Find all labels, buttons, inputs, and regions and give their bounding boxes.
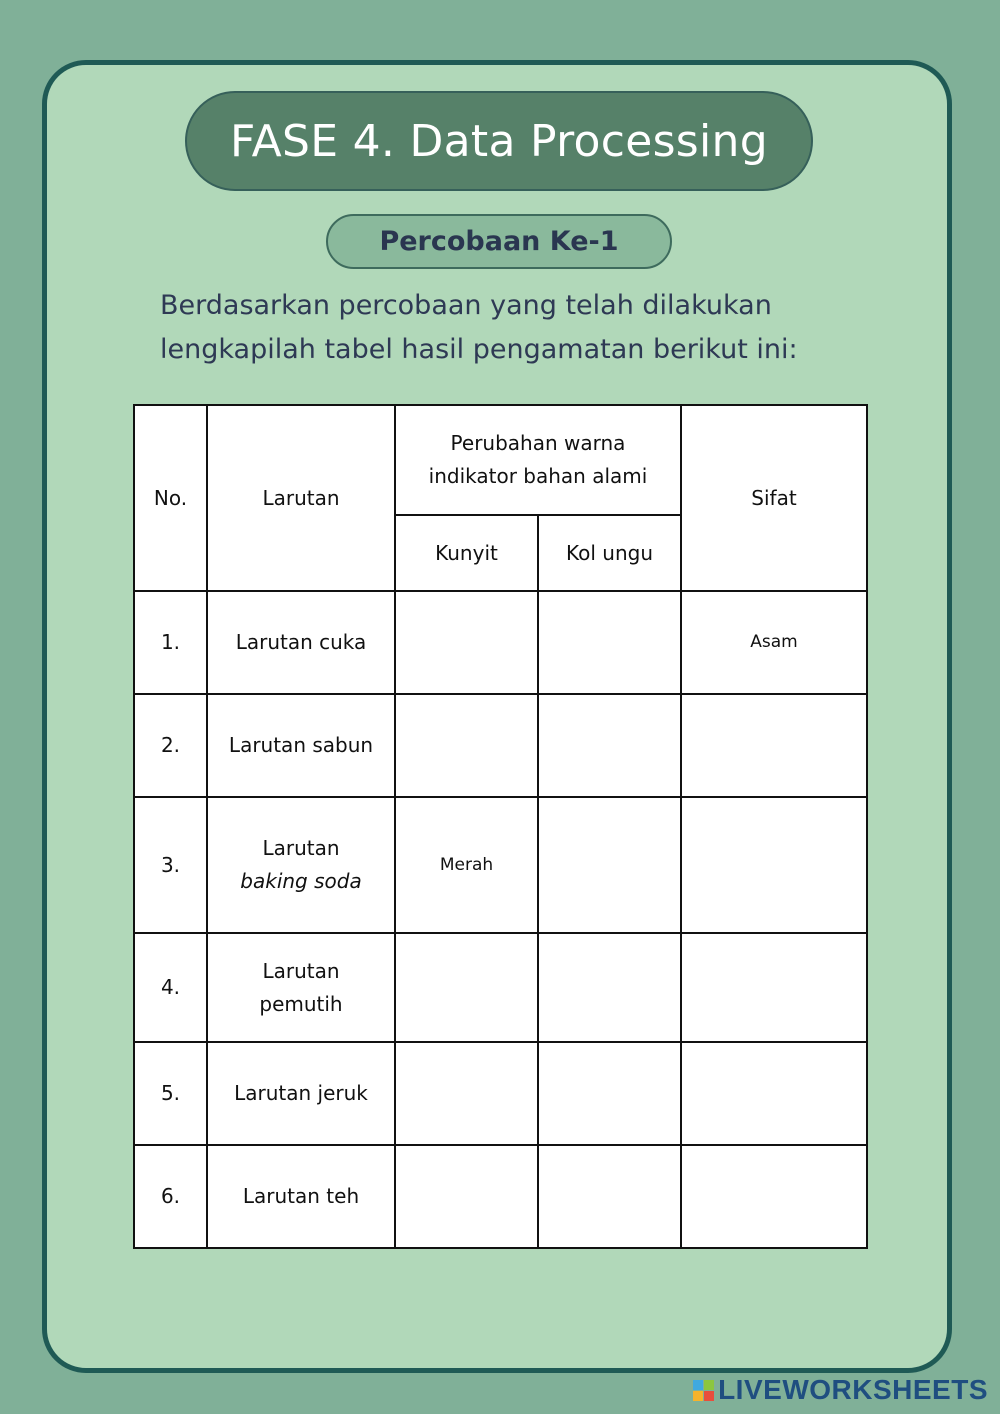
- header-sifat: Sifat: [681, 405, 867, 591]
- watermark-text: LIVEWORKSHEETS: [718, 1374, 988, 1405]
- experiment-label: Percobaan Ke-1: [326, 214, 672, 269]
- answer-sifat-cell[interactable]: [681, 933, 867, 1042]
- liveworksheets-watermark: [693, 1374, 988, 1406]
- table-row: [134, 694, 867, 797]
- answer-kunyit-cell[interactable]: Merah: [395, 797, 538, 933]
- answer-kunyit-cell[interactable]: [395, 1145, 538, 1248]
- answer-kunyit-cell[interactable]: [395, 694, 538, 797]
- table-row: [134, 1042, 867, 1145]
- row-larutan: [207, 797, 395, 933]
- table-row: [134, 591, 867, 694]
- answer-kol-ungu-cell[interactable]: [538, 694, 681, 797]
- answer-kol-ungu-cell[interactable]: [538, 1042, 681, 1145]
- row-no: 6.: [134, 1145, 207, 1248]
- header-perubahan-warna: [395, 405, 681, 515]
- header-larutan: Larutan: [207, 405, 395, 591]
- row-larutan-line2: pemutih: [259, 991, 343, 1016]
- row-no: 2.: [134, 694, 207, 797]
- header-no: No.: [134, 405, 207, 591]
- row-larutan-line1: Larutan: [262, 958, 340, 983]
- header-perubahan-line2: indikator bahan alami: [428, 464, 648, 488]
- row-no: 1.: [134, 591, 207, 694]
- row-no: 5.: [134, 1042, 207, 1145]
- answer-kol-ungu-cell[interactable]: [538, 933, 681, 1042]
- row-larutan-line2: baking soda: [240, 869, 362, 893]
- header-perubahan-line1: Perubahan warna: [450, 431, 626, 455]
- answer-sifat-cell[interactable]: Asam: [681, 591, 867, 694]
- instruction-line-2: lengkapilah tabel hasil pengamatan berikut ini:: [160, 334, 798, 365]
- answer-kol-ungu-cell[interactable]: [538, 1145, 681, 1248]
- row-larutan: Larutan jeruk: [207, 1042, 395, 1145]
- header-kol-ungu: Kol ungu: [538, 515, 681, 591]
- table-row: [134, 1145, 867, 1248]
- table-row: [134, 797, 867, 933]
- answer-kunyit-cell[interactable]: [395, 591, 538, 694]
- row-larutan: Larutan cuka: [207, 591, 395, 694]
- answer-kol-ungu-cell[interactable]: [538, 797, 681, 933]
- answer-sifat-cell[interactable]: [681, 694, 867, 797]
- row-larutan: [207, 933, 395, 1042]
- table-row: [134, 933, 867, 1042]
- answer-sifat-cell[interactable]: [681, 797, 867, 933]
- row-larutan-line1: Larutan: [262, 836, 340, 860]
- header-kunyit: Kunyit: [395, 515, 538, 591]
- answer-kunyit-cell[interactable]: [395, 933, 538, 1042]
- row-no: 4.: [134, 933, 207, 1042]
- row-larutan: Larutan teh: [207, 1145, 395, 1248]
- answer-kol-ungu-cell[interactable]: [538, 591, 681, 694]
- row-larutan: Larutan sabun: [207, 694, 395, 797]
- answer-sifat-cell[interactable]: [681, 1042, 867, 1145]
- observation-table: [133, 404, 868, 1249]
- answer-kunyit-cell[interactable]: [395, 1042, 538, 1145]
- liveworksheets-logo-icon: [693, 1380, 714, 1401]
- instruction-line-1: Berdasarkan percobaan yang telah dilakukan: [160, 290, 772, 321]
- answer-sifat-cell[interactable]: [681, 1145, 867, 1248]
- row-no: 3.: [134, 797, 207, 933]
- page-title: FASE 4. Data Processing: [185, 91, 813, 191]
